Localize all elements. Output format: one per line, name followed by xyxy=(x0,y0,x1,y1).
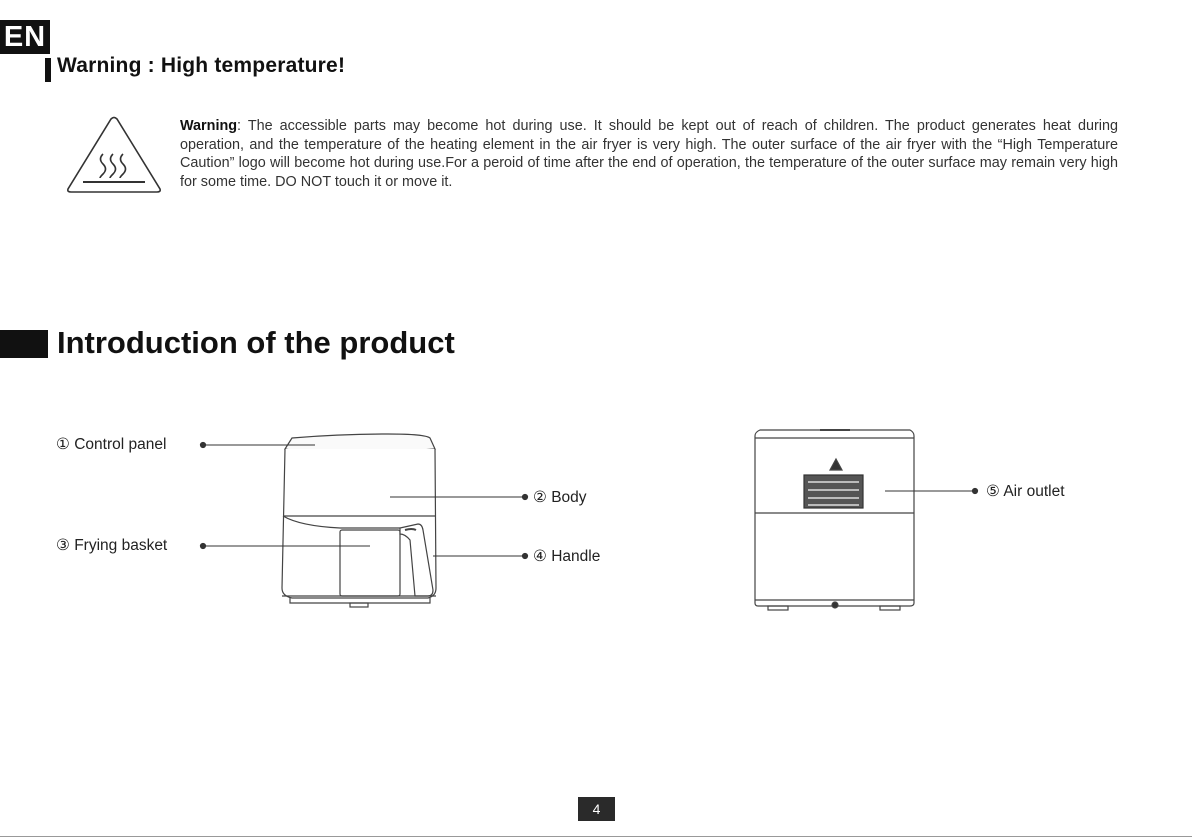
air-fryer-front-view xyxy=(282,434,436,607)
label-air-outlet: ⑤ Air outlet xyxy=(986,483,1065,500)
label-handle: ④ Handle xyxy=(533,548,601,565)
warning-body: : The accessible parts may become hot during use. It should be kept out of reach of children. The product generates heat during operation, and the temperature of the heating element in the air fryer is very high. The outer surface of the air fryer with the “High Temperature Caution” logo will become hot during use.For a peroid of time after the end of operation, the temperature of the outer surface may remain very high for some time. DO NOT touch it or move it. xyxy=(180,118,1118,191)
air-outlet-grille xyxy=(804,475,863,508)
bottom-rule xyxy=(0,836,1192,837)
label-body: ② Body xyxy=(533,489,587,506)
air-fryer-back-view xyxy=(755,430,914,610)
label-frying-basket: ③ Frying basket xyxy=(56,537,168,554)
language-tag: EN xyxy=(0,20,50,54)
label-control-panel: ① Control panel xyxy=(56,436,167,453)
warning-lead: Warning xyxy=(180,118,238,134)
page-number: 4 xyxy=(578,797,615,821)
warning-heading: Warning : High temperature! xyxy=(57,54,346,77)
intro-heading: Introduction of the product xyxy=(57,325,455,360)
